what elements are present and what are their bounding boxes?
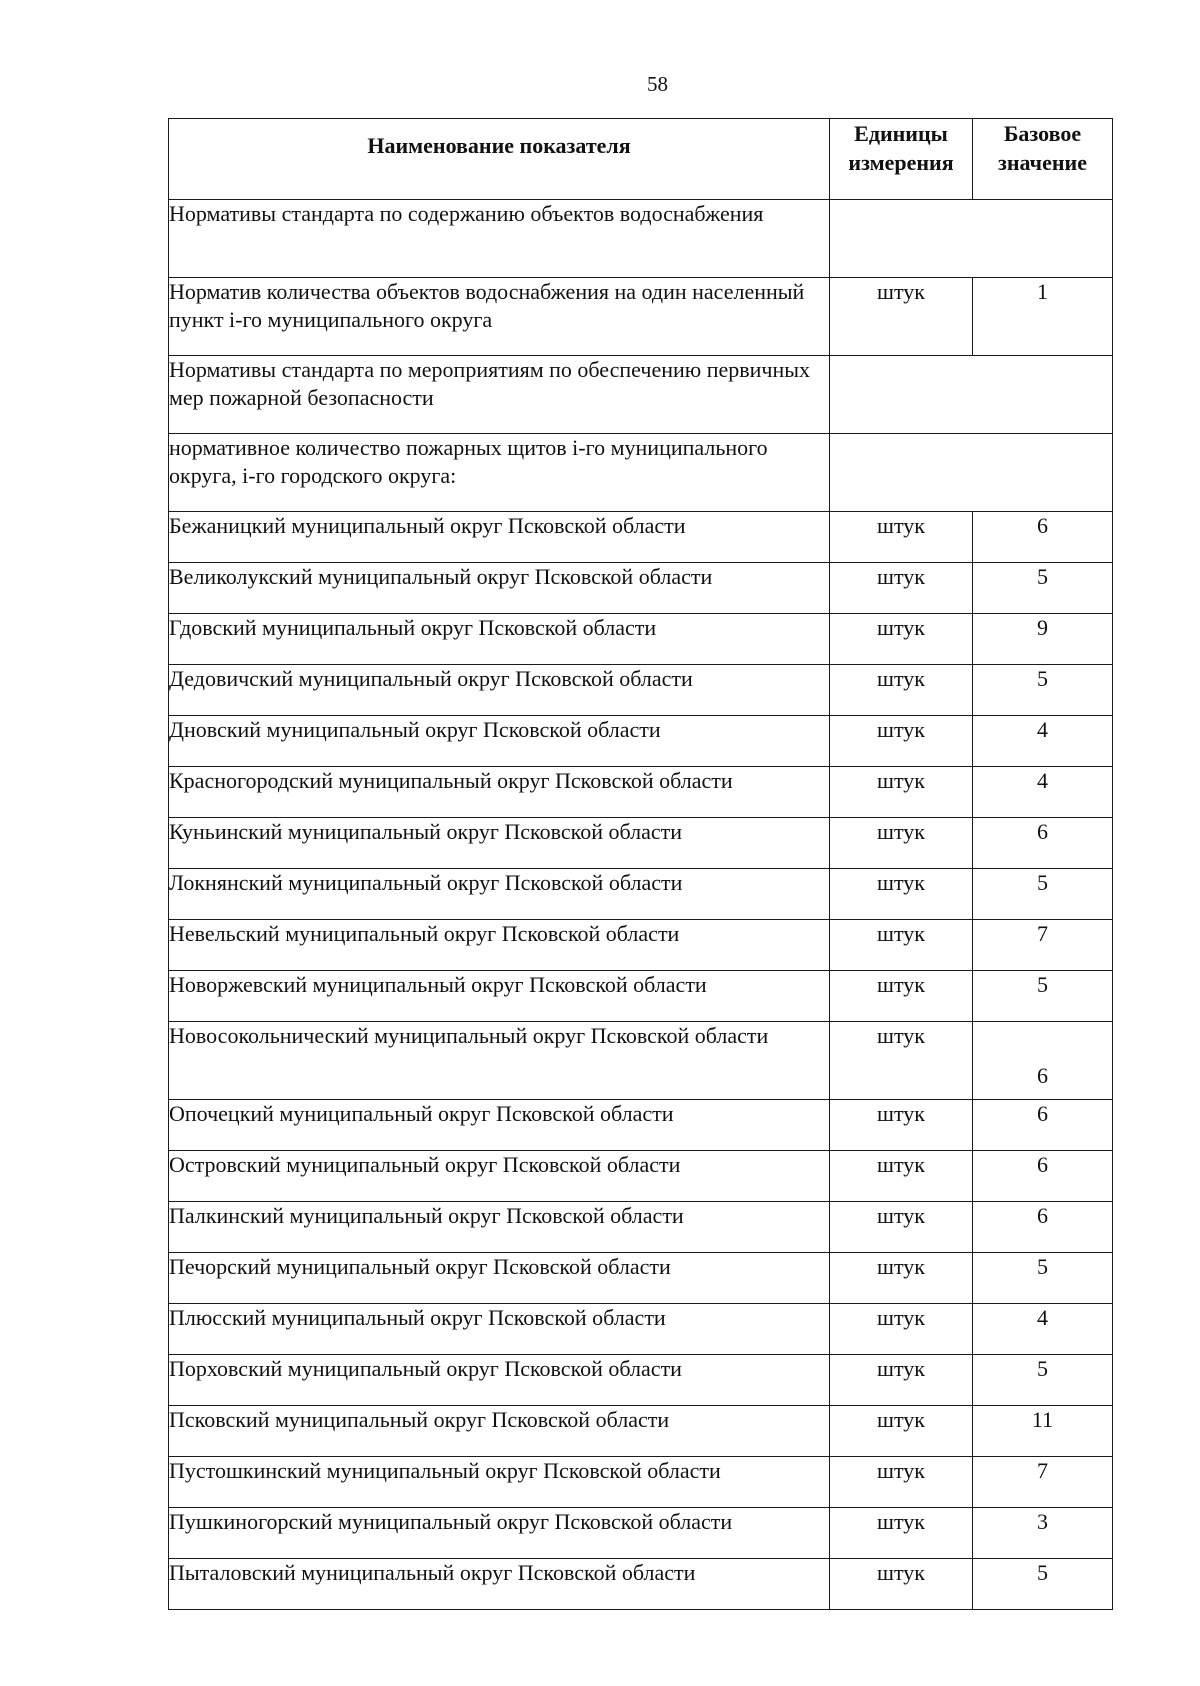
header-base-value <box>973 119 1113 200</box>
table-row <box>169 920 1113 971</box>
row-unit: штук <box>830 1202 973 1253</box>
row-name: Печорский муниципальный округ Псковской области <box>169 1253 830 1304</box>
table-row <box>169 512 1113 563</box>
row-unit: штук <box>830 767 973 818</box>
row-unit: штук <box>830 1355 973 1406</box>
indicators-table <box>168 118 1113 1610</box>
row-name: Пушкиногорский муниципальный округ Псковской области <box>169 1508 830 1559</box>
section-row <box>169 434 1113 512</box>
row-unit: штук <box>830 920 973 971</box>
row-unit: штук <box>830 1151 973 1202</box>
row-value: 1 <box>973 278 1113 356</box>
row-name: Псковский муниципальный округ Псковской области <box>169 1406 830 1457</box>
row-name: Новоржевский муниципальный округ Псковской области <box>169 971 830 1022</box>
row-value: 5 <box>973 869 1113 920</box>
row-unit: штук <box>830 1559 973 1610</box>
row-name: Невельский муниципальный округ Псковской области <box>169 920 830 971</box>
row-value: 7 <box>973 1457 1113 1508</box>
row-value: 6 <box>973 1100 1113 1151</box>
table-row <box>169 1304 1113 1355</box>
row-unit: штук <box>830 614 973 665</box>
table-row <box>169 1253 1113 1304</box>
header-units-line1: Единицы <box>854 121 948 146</box>
table-row <box>169 1202 1113 1253</box>
row-unit: штук <box>830 512 973 563</box>
table-row <box>169 818 1113 869</box>
section-row <box>169 356 1113 434</box>
row-name: Локнянский муниципальный округ Псковской области <box>169 869 830 920</box>
row-name: Порховский муниципальный округ Псковской области <box>169 1355 830 1406</box>
table-row <box>169 563 1113 614</box>
header-indicator-name: Наименование показателя <box>169 119 830 200</box>
row-value: 5 <box>973 1355 1113 1406</box>
row-name: Новосокольнический муниципальный округ Псковской области <box>169 1022 830 1100</box>
row-name: Бежаницкий муниципальный округ Псковской области <box>169 512 830 563</box>
row-value: 5 <box>973 665 1113 716</box>
table-row <box>169 1022 1113 1100</box>
row-name: Дедовичский муниципальный округ Псковской области <box>169 665 830 716</box>
row-unit: штук <box>830 1100 973 1151</box>
row-unit: штук <box>830 1253 973 1304</box>
row-value: 4 <box>973 767 1113 818</box>
table-row <box>169 1559 1113 1610</box>
section-row-empty-cell <box>830 356 1113 434</box>
section-row-name: нормативное количество пожарных щитов i-го муниципального округа, i-го городского округа: <box>169 434 830 512</box>
header-base-value-line2: значение <box>998 150 1087 175</box>
row-unit: штук <box>830 869 973 920</box>
row-name: Гдовский муниципальный округ Псковской области <box>169 614 830 665</box>
table-row <box>169 1457 1113 1508</box>
table-row <box>169 971 1113 1022</box>
row-name: Опочецкий муниципальный округ Псковской области <box>169 1100 830 1151</box>
row-name: Дновский муниципальный округ Псковской области <box>169 716 830 767</box>
row-value: 6 <box>973 1022 1113 1100</box>
section-row-name: Нормативы стандарта по мероприятиям по обеспечению первичных мер пожарной безопасности <box>169 356 830 434</box>
section-row-empty-cell <box>830 434 1113 512</box>
table-row <box>169 1100 1113 1151</box>
row-unit: штук <box>830 563 973 614</box>
row-name: Куньинский муниципальный округ Псковской области <box>169 818 830 869</box>
row-unit: штук <box>830 1022 973 1100</box>
row-name: Плюсский муниципальный округ Псковской области <box>169 1304 830 1355</box>
row-value: 7 <box>973 920 1113 971</box>
table-row <box>169 1355 1113 1406</box>
table-header-row <box>169 119 1113 200</box>
row-name: Великолукский муниципальный округ Псковской области <box>169 563 830 614</box>
header-units-line2: измерения <box>848 150 954 175</box>
row-value: 5 <box>973 563 1113 614</box>
row-name: Норматив количества объектов водоснабжения на один населенный пункт i-го муниципального округа <box>169 278 830 356</box>
row-unit: штук <box>830 278 973 356</box>
header-base-value-line1: Базовое <box>1003 121 1082 146</box>
row-name: Палкинский муниципальный округ Псковской области <box>169 1202 830 1253</box>
row-value: 5 <box>973 1559 1113 1610</box>
table-row <box>169 1508 1113 1559</box>
row-unit: штук <box>830 818 973 869</box>
section-row-name: Нормативы стандарта по содержанию объектов водоснабжения <box>169 200 830 278</box>
section-row-empty-cell <box>830 200 1113 278</box>
row-value: 3 <box>973 1508 1113 1559</box>
page-number: 58 <box>647 72 668 96</box>
row-value: 4 <box>973 1304 1113 1355</box>
row-unit: штук <box>830 665 973 716</box>
row-unit: штук <box>830 971 973 1022</box>
row-name: Островский муниципальный округ Псковской области <box>169 1151 830 1202</box>
table-row <box>169 1151 1113 1202</box>
row-name: Пыталовский муниципальный округ Псковской области <box>169 1559 830 1610</box>
row-value: 6 <box>973 818 1113 869</box>
row-value: 6 <box>973 1202 1113 1253</box>
row-unit: штук <box>830 1304 973 1355</box>
table-row <box>169 278 1113 356</box>
row-unit: штук <box>830 1406 973 1457</box>
row-value: 4 <box>973 716 1113 767</box>
table-row <box>169 869 1113 920</box>
row-value: 11 <box>973 1406 1113 1457</box>
table-row <box>169 767 1113 818</box>
table-row <box>169 665 1113 716</box>
row-value: 5 <box>973 971 1113 1022</box>
table-row <box>169 716 1113 767</box>
row-value: 5 <box>973 1253 1113 1304</box>
row-value: 6 <box>973 512 1113 563</box>
row-unit: штук <box>830 1508 973 1559</box>
table-row <box>169 1406 1113 1457</box>
section-row <box>169 200 1113 278</box>
table-row <box>169 614 1113 665</box>
row-value: 6 <box>973 1151 1113 1202</box>
row-value: 9 <box>973 614 1113 665</box>
row-unit: штук <box>830 1457 973 1508</box>
header-units <box>830 119 973 200</box>
row-name: Пустошкинский муниципальный округ Псковской области <box>169 1457 830 1508</box>
row-unit: штук <box>830 716 973 767</box>
row-name: Красногородский муниципальный округ Псковской области <box>169 767 830 818</box>
